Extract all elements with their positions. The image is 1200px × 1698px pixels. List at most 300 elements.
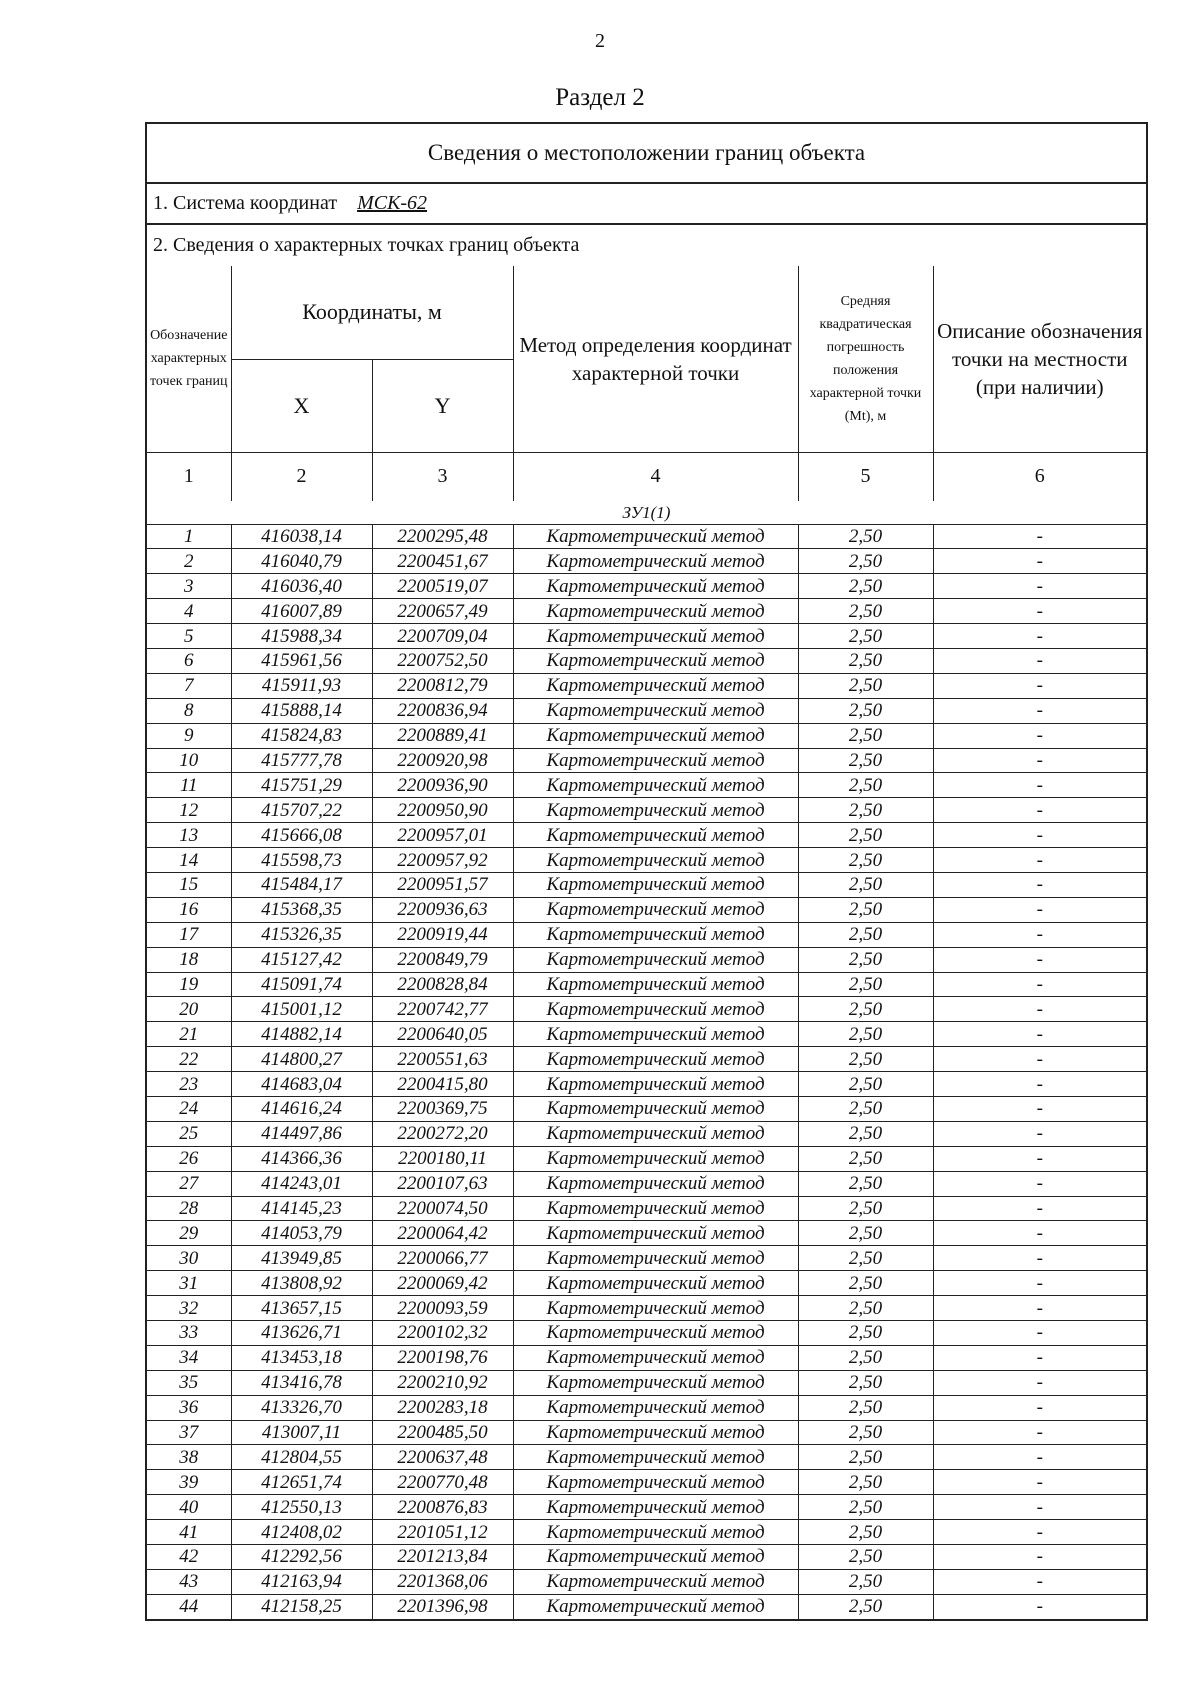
method: Картометрический метод xyxy=(513,872,798,897)
method: Картометрический метод xyxy=(513,698,798,723)
table-title: Сведения о местоположении границ объекта xyxy=(147,124,1146,184)
coord-y: 2200936,90 xyxy=(372,773,513,798)
coord-y: 2200107,63 xyxy=(372,1171,513,1196)
error-value: 2,50 xyxy=(798,1171,933,1196)
description: - xyxy=(933,1370,1146,1395)
table-row xyxy=(147,947,1146,972)
point-number: 2 xyxy=(147,549,231,574)
point-number: 38 xyxy=(147,1445,231,1470)
coord-x: 412804,55 xyxy=(231,1445,372,1470)
coord-x: 415751,29 xyxy=(231,773,372,798)
point-number: 18 xyxy=(147,947,231,972)
coord-x: 412408,02 xyxy=(231,1520,372,1545)
point-number: 15 xyxy=(147,872,231,897)
table-row xyxy=(147,1296,1146,1321)
error-value: 2,50 xyxy=(798,524,933,549)
point-number: 31 xyxy=(147,1271,231,1296)
coord-x: 415598,73 xyxy=(231,848,372,873)
method: Картометрический метод xyxy=(513,1246,798,1271)
table-row xyxy=(147,748,1146,773)
method: Картометрический метод xyxy=(513,823,798,848)
error-value: 2,50 xyxy=(798,1445,933,1470)
point-number: 12 xyxy=(147,798,231,823)
method: Картометрический метод xyxy=(513,997,798,1022)
point-number: 6 xyxy=(147,648,231,673)
group-row xyxy=(147,501,1146,525)
coord-x: 414053,79 xyxy=(231,1221,372,1246)
point-number: 41 xyxy=(147,1520,231,1545)
coord-y: 2200519,07 xyxy=(372,574,513,599)
description: - xyxy=(933,1495,1146,1520)
point-number: 13 xyxy=(147,823,231,848)
coord-x: 415988,34 xyxy=(231,624,372,649)
error-value: 2,50 xyxy=(798,1370,933,1395)
method: Картометрический метод xyxy=(513,1420,798,1445)
table-row xyxy=(147,1146,1146,1171)
table-row xyxy=(147,648,1146,673)
description: - xyxy=(933,1420,1146,1445)
description: - xyxy=(933,823,1146,848)
coord-y: 2200369,75 xyxy=(372,1096,513,1121)
description: - xyxy=(933,1594,1146,1618)
method: Картометрический метод xyxy=(513,1395,798,1420)
error-value: 2,50 xyxy=(798,798,933,823)
coord-x: 414366,36 xyxy=(231,1146,372,1171)
error-value: 2,50 xyxy=(798,947,933,972)
table-row xyxy=(147,1520,1146,1545)
table-row xyxy=(147,997,1146,1022)
description: - xyxy=(933,698,1146,723)
point-number: 40 xyxy=(147,1495,231,1520)
table-row xyxy=(147,773,1146,798)
coord-y: 2200295,48 xyxy=(372,524,513,549)
error-value: 2,50 xyxy=(798,1022,933,1047)
point-number: 42 xyxy=(147,1545,231,1570)
description: - xyxy=(933,648,1146,673)
point-number: 17 xyxy=(147,922,231,947)
description: - xyxy=(933,872,1146,897)
description: - xyxy=(933,624,1146,649)
description: - xyxy=(933,1520,1146,1545)
point-number: 1 xyxy=(147,524,231,549)
method: Картометрический метод xyxy=(513,1072,798,1097)
error-value: 2,50 xyxy=(798,1420,933,1445)
point-number: 20 xyxy=(147,997,231,1022)
coord-x: 412163,94 xyxy=(231,1569,372,1594)
table-row xyxy=(147,1246,1146,1271)
method: Картометрический метод xyxy=(513,1594,798,1618)
description: - xyxy=(933,1047,1146,1072)
page-number: 2 xyxy=(595,30,605,52)
point-number: 35 xyxy=(147,1370,231,1395)
table-row xyxy=(147,1171,1146,1196)
coord-y: 2200069,42 xyxy=(372,1271,513,1296)
description: - xyxy=(933,1445,1146,1470)
header-coords: Координаты, м xyxy=(231,266,513,359)
method: Картометрический метод xyxy=(513,624,798,649)
column-number: 6 xyxy=(933,452,1146,501)
coord-y: 2200064,42 xyxy=(372,1221,513,1246)
description: - xyxy=(933,773,1146,798)
coord-y: 2201368,06 xyxy=(372,1569,513,1594)
coord-y: 2200415,80 xyxy=(372,1072,513,1097)
description: - xyxy=(933,1221,1146,1246)
coord-x: 413657,15 xyxy=(231,1296,372,1321)
coord-y: 2200709,04 xyxy=(372,624,513,649)
coord-y: 2200957,01 xyxy=(372,823,513,848)
error-value: 2,50 xyxy=(798,1096,933,1121)
table-row xyxy=(147,673,1146,698)
coord-x: 414243,01 xyxy=(231,1171,372,1196)
method: Картометрический метод xyxy=(513,1321,798,1346)
point-number: 5 xyxy=(147,624,231,649)
method: Картометрический метод xyxy=(513,1271,798,1296)
point-number: 28 xyxy=(147,1196,231,1221)
point-number: 11 xyxy=(147,773,231,798)
table-row xyxy=(147,1594,1146,1618)
coord-y: 2200451,67 xyxy=(372,549,513,574)
point-number: 30 xyxy=(147,1246,231,1271)
coord-y: 2200849,79 xyxy=(372,947,513,972)
coord-y: 2201396,98 xyxy=(372,1594,513,1618)
description: - xyxy=(933,1121,1146,1146)
error-value: 2,50 xyxy=(798,1271,933,1296)
coord-y: 2200210,92 xyxy=(372,1370,513,1395)
method: Картометрический метод xyxy=(513,947,798,972)
table-row xyxy=(147,1495,1146,1520)
coord-y: 2200812,79 xyxy=(372,673,513,698)
table-row xyxy=(147,1221,1146,1246)
point-number: 21 xyxy=(147,1022,231,1047)
point-number: 34 xyxy=(147,1345,231,1370)
point-number: 8 xyxy=(147,698,231,723)
method: Картометрический метод xyxy=(513,748,798,773)
error-value: 2,50 xyxy=(798,648,933,673)
error-value: 2,50 xyxy=(798,823,933,848)
coord-x: 413007,11 xyxy=(231,1420,372,1445)
coord-y: 2200836,94 xyxy=(372,698,513,723)
table-row xyxy=(147,1470,1146,1495)
coord-y: 2200742,77 xyxy=(372,997,513,1022)
coord-x: 415368,35 xyxy=(231,897,372,922)
method: Картометрический метод xyxy=(513,1470,798,1495)
point-number: 14 xyxy=(147,848,231,873)
point-number: 32 xyxy=(147,1296,231,1321)
point-number: 22 xyxy=(147,1047,231,1072)
coord-y: 2200198,76 xyxy=(372,1345,513,1370)
table-row xyxy=(147,823,1146,848)
description: - xyxy=(933,1246,1146,1271)
coord-y: 2200828,84 xyxy=(372,972,513,997)
coord-y: 2200919,44 xyxy=(372,922,513,947)
description: - xyxy=(933,1470,1146,1495)
error-value: 2,50 xyxy=(798,773,933,798)
error-value: 2,50 xyxy=(798,1495,933,1520)
coord-x: 416036,40 xyxy=(231,574,372,599)
coord-x: 415961,56 xyxy=(231,648,372,673)
method: Картометрический метод xyxy=(513,1345,798,1370)
method: Картометрический метод xyxy=(513,1520,798,1545)
coord-x: 414497,86 xyxy=(231,1121,372,1146)
method: Картометрический метод xyxy=(513,1096,798,1121)
point-number: 26 xyxy=(147,1146,231,1171)
description: - xyxy=(933,748,1146,773)
method: Картометрический метод xyxy=(513,1121,798,1146)
coord-y: 2200272,20 xyxy=(372,1121,513,1146)
description: - xyxy=(933,947,1146,972)
table-row xyxy=(147,1047,1146,1072)
coord-x: 414683,04 xyxy=(231,1072,372,1097)
coord-x: 415707,22 xyxy=(231,798,372,823)
method: Картометрический метод xyxy=(513,599,798,624)
table-row xyxy=(147,848,1146,873)
coord-y: 2200485,50 xyxy=(372,1420,513,1445)
coord-x: 415888,14 xyxy=(231,698,372,723)
point-number: 9 xyxy=(147,723,231,748)
coord-y: 2200920,98 xyxy=(372,748,513,773)
description: - xyxy=(933,1072,1146,1097)
coord-y: 2201213,84 xyxy=(372,1545,513,1570)
method: Картометрический метод xyxy=(513,1545,798,1570)
table-row xyxy=(147,972,1146,997)
error-value: 2,50 xyxy=(798,1520,933,1545)
description: - xyxy=(933,673,1146,698)
error-value: 2,50 xyxy=(798,1545,933,1570)
coord-x: 413626,71 xyxy=(231,1321,372,1346)
method: Картометрический метод xyxy=(513,1196,798,1221)
method: Картометрический метод xyxy=(513,1569,798,1594)
description: - xyxy=(933,1271,1146,1296)
coord-x: 412651,74 xyxy=(231,1470,372,1495)
coord-x: 414882,14 xyxy=(231,1022,372,1047)
description: - xyxy=(933,1171,1146,1196)
point-number: 36 xyxy=(147,1395,231,1420)
description: - xyxy=(933,897,1146,922)
table-row xyxy=(147,1420,1146,1445)
coord-x: 415824,83 xyxy=(231,723,372,748)
point-number: 19 xyxy=(147,972,231,997)
point-number: 37 xyxy=(147,1420,231,1445)
table-row xyxy=(147,1022,1146,1047)
coord-x: 413808,92 xyxy=(231,1271,372,1296)
point-number: 3 xyxy=(147,574,231,599)
coord-y: 2200770,48 xyxy=(372,1470,513,1495)
method: Картометрический метод xyxy=(513,673,798,698)
error-value: 2,50 xyxy=(798,748,933,773)
method: Картометрический метод xyxy=(513,1221,798,1246)
error-value: 2,50 xyxy=(798,698,933,723)
error-value: 2,50 xyxy=(798,1221,933,1246)
point-number: 16 xyxy=(147,897,231,922)
error-value: 2,50 xyxy=(798,1246,933,1271)
coord-x: 416038,14 xyxy=(231,524,372,549)
error-value: 2,50 xyxy=(798,1470,933,1495)
table-row xyxy=(147,524,1146,549)
coord-y: 2200951,57 xyxy=(372,872,513,897)
description: - xyxy=(933,1545,1146,1570)
coord-y: 2200957,92 xyxy=(372,848,513,873)
coord-y: 2201051,12 xyxy=(372,1520,513,1545)
point-number: 7 xyxy=(147,673,231,698)
column-number: 1 xyxy=(147,452,231,501)
table-row xyxy=(147,599,1146,624)
description: - xyxy=(933,1395,1146,1420)
method: Картометрический метод xyxy=(513,922,798,947)
description: - xyxy=(933,1296,1146,1321)
coord-x: 414800,27 xyxy=(231,1047,372,1072)
table-row xyxy=(147,698,1146,723)
method: Картометрический метод xyxy=(513,1495,798,1520)
point-number: 33 xyxy=(147,1321,231,1346)
error-value: 2,50 xyxy=(798,1296,933,1321)
table-row xyxy=(147,723,1146,748)
description: - xyxy=(933,1345,1146,1370)
coord-y: 2200936,63 xyxy=(372,897,513,922)
method: Картометрический метод xyxy=(513,1022,798,1047)
coord-x: 413453,18 xyxy=(231,1345,372,1370)
point-number: 4 xyxy=(147,599,231,624)
table-row xyxy=(147,1569,1146,1594)
coord-x: 416007,89 xyxy=(231,599,372,624)
header-y: Y xyxy=(372,359,513,452)
table-row xyxy=(147,1545,1146,1570)
coord-y: 2200102,32 xyxy=(372,1321,513,1346)
method: Картометрический метод xyxy=(513,574,798,599)
coord-system-value: МСК-62 xyxy=(357,192,428,214)
description: - xyxy=(933,574,1146,599)
table-row xyxy=(147,1072,1146,1097)
method: Картометрический метод xyxy=(513,897,798,922)
coord-y: 2200283,18 xyxy=(372,1395,513,1420)
coord-x: 415484,17 xyxy=(231,872,372,897)
point-number: 24 xyxy=(147,1096,231,1121)
coord-y: 2200889,41 xyxy=(372,723,513,748)
description: - xyxy=(933,723,1146,748)
method: Картометрический метод xyxy=(513,773,798,798)
coord-x: 415091,74 xyxy=(231,972,372,997)
points-heading: 2. Сведения о характерных точках границ объекта xyxy=(153,234,580,256)
coord-x: 415001,12 xyxy=(231,997,372,1022)
method: Картометрический метод xyxy=(513,848,798,873)
method: Картометрический метод xyxy=(513,1445,798,1470)
description: - xyxy=(933,549,1146,574)
column-number: 5 xyxy=(798,452,933,501)
error-value: 2,50 xyxy=(798,723,933,748)
coord-system-line xyxy=(147,184,1146,225)
column-number: 2 xyxy=(231,452,372,501)
method: Картометрический метод xyxy=(513,1146,798,1171)
points-body xyxy=(147,501,1146,1619)
error-value: 2,50 xyxy=(798,1594,933,1618)
coord-x: 415777,78 xyxy=(231,748,372,773)
table-row xyxy=(147,872,1146,897)
table-row xyxy=(147,798,1146,823)
table-row xyxy=(147,1271,1146,1296)
error-value: 2,50 xyxy=(798,673,933,698)
coord-x: 412550,13 xyxy=(231,1495,372,1520)
description: - xyxy=(933,1321,1146,1346)
column-number: 3 xyxy=(372,452,513,501)
header-method: Метод определения координат характерной точки xyxy=(513,266,798,452)
coord-y: 2200637,48 xyxy=(372,1445,513,1470)
error-value: 2,50 xyxy=(798,997,933,1022)
coord-system-label: 1. Система координат xyxy=(153,192,338,214)
method: Картометрический метод xyxy=(513,1047,798,1072)
description: - xyxy=(933,922,1146,947)
point-number: 23 xyxy=(147,1072,231,1097)
coord-y: 2200180,11 xyxy=(372,1146,513,1171)
description: - xyxy=(933,1569,1146,1594)
error-value: 2,50 xyxy=(798,922,933,947)
column-number: 4 xyxy=(513,452,798,501)
description: - xyxy=(933,798,1146,823)
coord-x: 412292,56 xyxy=(231,1545,372,1570)
method: Картометрический метод xyxy=(513,1171,798,1196)
coord-x: 412158,25 xyxy=(231,1594,372,1618)
point-number: 27 xyxy=(147,1171,231,1196)
method: Картометрический метод xyxy=(513,549,798,574)
coord-x: 415666,08 xyxy=(231,823,372,848)
error-value: 2,50 xyxy=(798,1321,933,1346)
table-row xyxy=(147,549,1146,574)
error-value: 2,50 xyxy=(798,574,933,599)
error-value: 2,50 xyxy=(798,1196,933,1221)
coord-y: 2200876,83 xyxy=(372,1495,513,1520)
error-value: 2,50 xyxy=(798,848,933,873)
description: - xyxy=(933,1022,1146,1047)
header-point: Обозначение характерных точек границ xyxy=(147,266,231,452)
header-error: Средняя квадратическая погрешность положения характерной точки (Mt), м xyxy=(798,266,933,452)
header-description: Описание обозначения точки на местности (при наличии) xyxy=(933,266,1146,452)
point-number: 43 xyxy=(147,1569,231,1594)
points-table xyxy=(147,266,1146,1619)
error-value: 2,50 xyxy=(798,1395,933,1420)
error-value: 2,50 xyxy=(798,599,933,624)
table-row xyxy=(147,1121,1146,1146)
coord-x: 413326,70 xyxy=(231,1395,372,1420)
error-value: 2,50 xyxy=(798,1345,933,1370)
description: - xyxy=(933,997,1146,1022)
table-row xyxy=(147,922,1146,947)
coord-y: 2200066,77 xyxy=(372,1246,513,1271)
coord-y: 2200640,05 xyxy=(372,1022,513,1047)
table-row xyxy=(147,1096,1146,1121)
coord-x: 413949,85 xyxy=(231,1246,372,1271)
coord-x: 415127,42 xyxy=(231,947,372,972)
error-value: 2,50 xyxy=(798,1569,933,1594)
error-value: 2,50 xyxy=(798,624,933,649)
method: Картометрический метод xyxy=(513,648,798,673)
table-row xyxy=(147,1345,1146,1370)
coord-x: 413416,78 xyxy=(231,1370,372,1395)
error-value: 2,50 xyxy=(798,1121,933,1146)
coord-x: 415326,35 xyxy=(231,922,372,947)
coord-y: 2200074,50 xyxy=(372,1196,513,1221)
coord-x: 414616,24 xyxy=(231,1096,372,1121)
coord-x: 414145,23 xyxy=(231,1196,372,1221)
boundary-table-frame xyxy=(145,122,1148,1621)
table-row xyxy=(147,1395,1146,1420)
error-value: 2,50 xyxy=(798,1047,933,1072)
error-value: 2,50 xyxy=(798,872,933,897)
table-row xyxy=(147,1321,1146,1346)
point-number: 25 xyxy=(147,1121,231,1146)
description: - xyxy=(933,972,1146,997)
description: - xyxy=(933,524,1146,549)
coord-y: 2200752,50 xyxy=(372,648,513,673)
table-row xyxy=(147,1370,1146,1395)
table-row xyxy=(147,1196,1146,1221)
